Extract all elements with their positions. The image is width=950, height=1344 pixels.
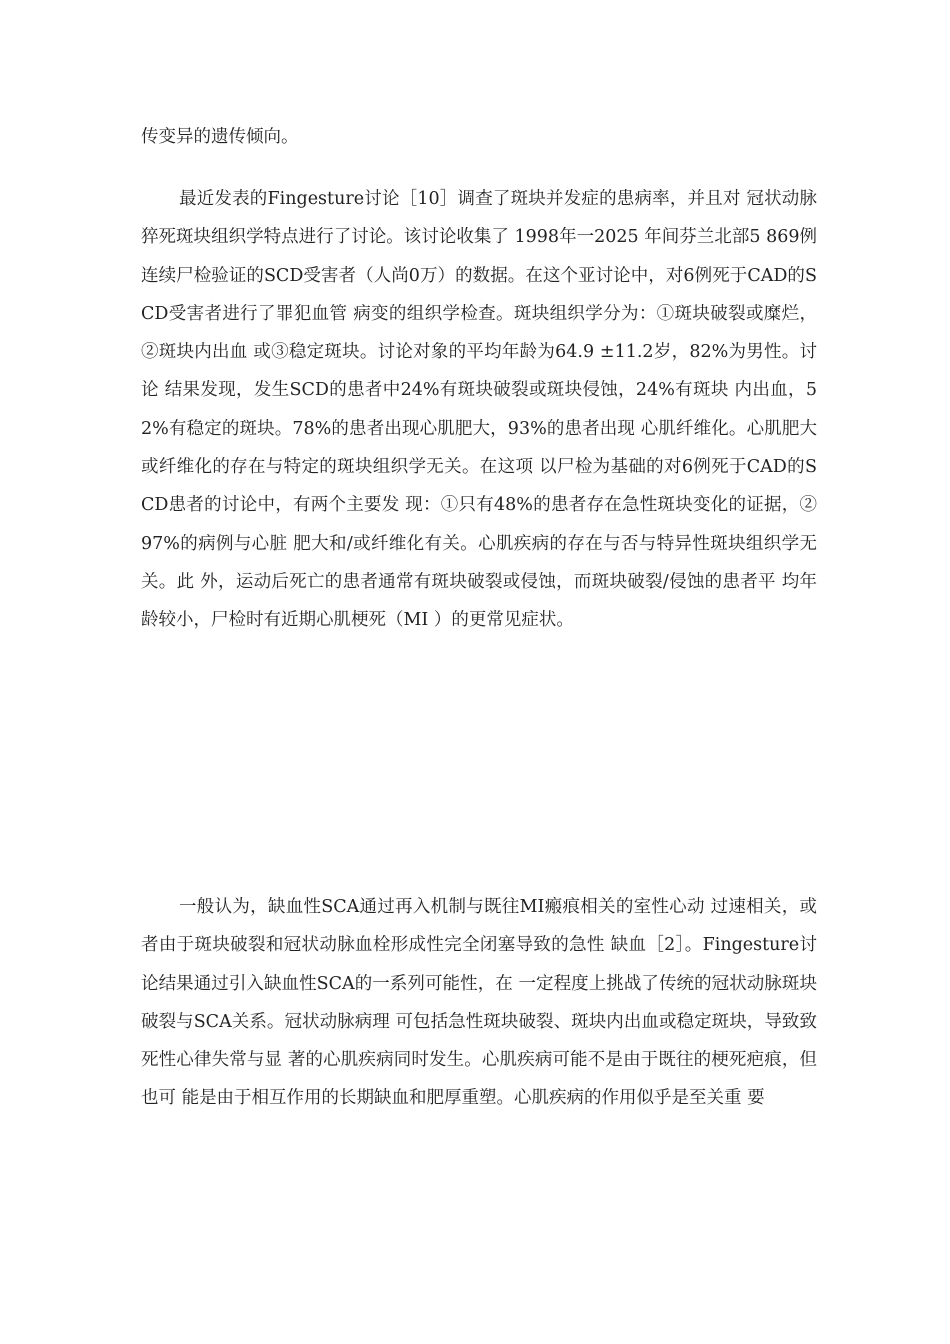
paragraph-ischemic-sca: 一般认为，缺血性SCA通过再入机制与既往MI瘢痕相关的室性心动 过速相关，或者由于斑块破裂和冠状动脉血栓形成性完全闭塞导致的急性 缺血［2］。Fingesture讨论结果通过引入缺血性SCA的一系列可能性，在 一定程度上挑战了传统的冠状动脉斑块破裂与SCA关系。冠状动脉病理 可包括急性斑块破裂、斑块内出血或稳定斑块，导致致死性心律失常与显 著的心肌疾病同时发生。心肌疾病可能不是由于既往的梗死疤痕，但也可 能是由于相互作用的长期缺血和肥厚重塑。心肌疾病的作用似乎是至关重 要 — [141, 897, 817, 1109]
paragraph-continuation: 传变异的遗传倾向。 — [141, 127, 299, 147]
paragraph-fingesture-study: 最近发表的Fingesture讨论［10］调查了斑块并发症的患病率，并且对 冠状动脉猝死斑块组织学特点进行了讨论。该讨论收集了 1998年一2025 年间芬兰北部5 869例连续尸检验证的SCD受害者（人尚0万）的数据。在这个亚讨论中，对6例死于CAD的SCD受害者进行了罪犯血管 病变的组织学检查。斑块组织学分为：①斑块破裂或糜烂，②斑块内出血 或③稳定斑块。讨论对象的平均年龄为64.9 ±11.2岁，82%为男性。讨论 结果发现，发生SCD的患者中24%有斑块破裂或斑块侵蚀，24%有斑块 内出血，52%有稳定的斑块。78%的患者出现心肌肥大，93%的患者出现 心肌纤维化。心肌肥大或纤维化的存在与特定的斑块组织学无关。在这项 以尸检为基础的对6例死于CAD的SCD患者的讨论中，有两个主要发 现：①只有48%的患者存在急性斑块变化的证据，② 97%的病例与心脏 肥大和/或纤维化有关。心肌疾病的存在与否与特异性斑块组织学无关。此 外，运动后死亡的患者通常有斑块破裂或侵蚀，而斑块破裂/侵蚀的患者平 均年龄较小，尸检时有近期心肌梗死（MI ）的更常见症状。 — [141, 189, 817, 631]
